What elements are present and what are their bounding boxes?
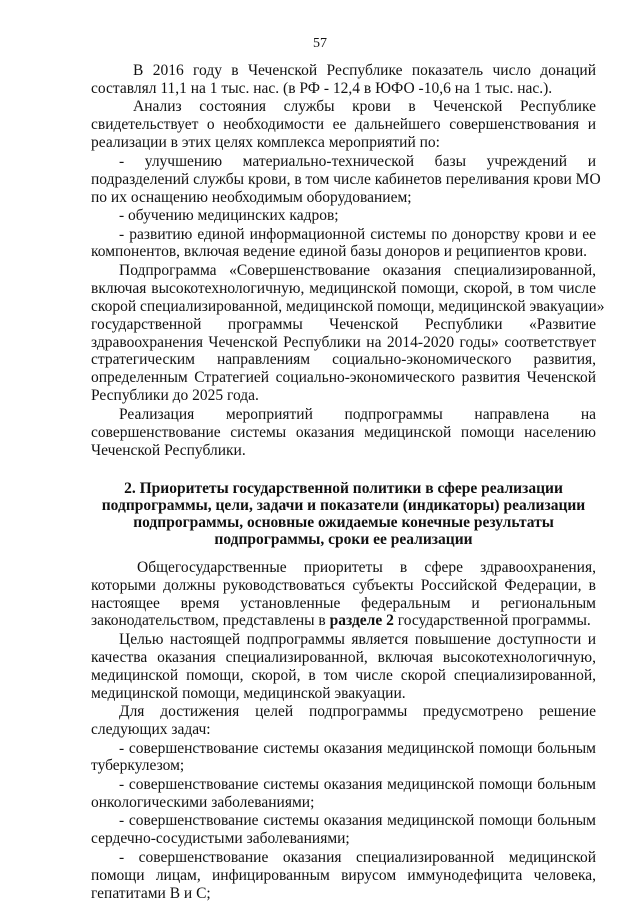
paragraph-line: Подпрограмма «Совершенствование оказания специализированной, — [119, 261, 596, 279]
paragraph-line: медицинской помощи, медицинской эвакуации. — [91, 684, 406, 702]
paragraph — [91, 152, 601, 207]
paragraph — [91, 740, 596, 776]
paragraph-line: - обучению медицинских кадров; — [119, 207, 339, 225]
paragraph-line: составлял 11,1 на 1 тыс. нас. (в РФ - 12,4 в ЮФО -10,6 на 1 тыс. нас.). — [91, 79, 553, 97]
paragraph-line: которыми должны руководствоваться субъекты Российской Федерации, в — [91, 576, 596, 594]
paragraph-line: - улучшению материально-технической базы учреждений и — [119, 152, 596, 170]
paragraph-line: стратегическим направлениям социально-экономического развития, — [91, 351, 596, 369]
paragraph-line: туберкулезом; — [91, 757, 185, 775]
paragraph-line: совершенствование системы оказания медицинской помощи населению — [91, 423, 596, 441]
paragraph-line: подразделений службы крови, в том числе кабинетов переливания крови МО — [91, 170, 601, 188]
paragraph-line: Общегосударственные приоритеты в сфере здравоохранения, — [137, 558, 596, 576]
paragraph-line: следующих задач: — [91, 721, 211, 739]
paragraph-line: Анализ состояния службы крови в Чеченской Республике — [133, 98, 596, 116]
paragraph-line: - совершенствование системы оказания медицинской помощи больным — [119, 812, 596, 830]
heading-line: подпрограммы, основные ожидаемые конечные результаты — [133, 514, 554, 532]
bottom-paragraphs — [91, 631, 596, 903]
paragraph — [91, 703, 596, 739]
paragraph-line: скорой специализированной, медицинской помощи, медицинской эвакуации» — [91, 297, 605, 315]
paragraph-line: Республики до 2025 года. — [91, 387, 259, 405]
text-run: законодательством, представлены в — [91, 612, 330, 630]
document-body — [91, 62, 605, 903]
paragraph-line: помощи лицам, инфицированным вирусом иммунодефицита человека, — [91, 866, 596, 884]
paragraph — [91, 261, 605, 405]
paragraph-priorities — [91, 559, 596, 631]
section-reference: разделе 2 — [329, 612, 394, 630]
paragraph — [91, 849, 596, 903]
paragraph-line: качества оказания специализированной, включая высокотехнологичную, — [91, 648, 596, 666]
top-paragraphs — [91, 62, 605, 460]
paragraph-line: В 2016 году в Чеченской Республике показатель число донаций — [133, 62, 596, 79]
page-number: 57 — [313, 36, 327, 51]
section-heading — [91, 480, 596, 549]
heading-line: подпрограммы, сроки ее реализации — [214, 531, 473, 549]
paragraph-line: Чеченской Республики. — [91, 441, 246, 459]
paragraph-line: по их оснащению необходимым оборудованием; — [91, 188, 412, 206]
paragraph-line: - совершенствование системы оказания медицинской помощи больным — [119, 739, 596, 757]
paragraph — [91, 62, 596, 98]
heading-line: подпрограммы, цели, задачи и показатели (индикаторы) реализации — [101, 496, 586, 514]
paragraph-line: компонентов, включая ведение единой базы доноров и реципиентов крови. — [91, 243, 587, 261]
paragraph-line: Для достижения целей подпрограммы предусмотрено решение — [119, 703, 596, 721]
paragraph-line — [91, 612, 596, 630]
paragraph-line: государственной программы Чеченской Республики «Развитие — [91, 315, 596, 333]
paragraph-line: онкологическими заболеваниями; — [91, 793, 315, 811]
paragraph-line: включая высокотехнологичную, медицинской помощи, скорой, в том числе — [91, 279, 596, 297]
paragraph-line: гепатитами В и С; — [91, 884, 211, 902]
paragraph-line: Целью настоящей подпрограммы является повышение доступности и — [119, 630, 596, 648]
paragraph — [91, 98, 596, 152]
paragraph-line: настоящее время установленные федеральным и региональным — [91, 594, 596, 612]
paragraph — [91, 226, 596, 262]
paragraph-line: свидетельствует о необходимости ее дальнейшего совершенствования и — [91, 116, 596, 134]
paragraph-line: медицинской помощи, скорой, в том числе скорой специализированной, — [91, 666, 596, 684]
paragraph-line: - развитию единой информационной системы по донорству крови и ее — [119, 225, 596, 243]
heading-line: 2. Приоритеты государственной политики в сфере реализации — [124, 479, 563, 497]
paragraph-line: определенным Стратегией социально-экономического развития Чеченской — [91, 369, 596, 387]
paragraph-line: - совершенствование оказания специализированной медицинской — [119, 848, 596, 866]
text-run: государственной программы. — [393, 612, 591, 630]
paragraph-line: сердечно-сосудистыми заболеваниями; — [91, 830, 350, 848]
paragraph — [91, 406, 596, 460]
paragraph — [91, 776, 596, 812]
paragraph — [91, 812, 596, 848]
paragraph-line: здравоохранения Чеченской Республики на 2014-2020 годы» соответствует — [91, 333, 596, 351]
paragraph-line: Реализация мероприятий подпрограммы направлена на — [119, 405, 596, 423]
paragraph-line: реализации в этих целях комплекса мероприятий по: — [91, 134, 440, 152]
paragraph-line: - совершенствование системы оказания медицинской помощи больным — [119, 775, 596, 793]
paragraph — [91, 207, 596, 225]
paragraph — [91, 631, 596, 703]
